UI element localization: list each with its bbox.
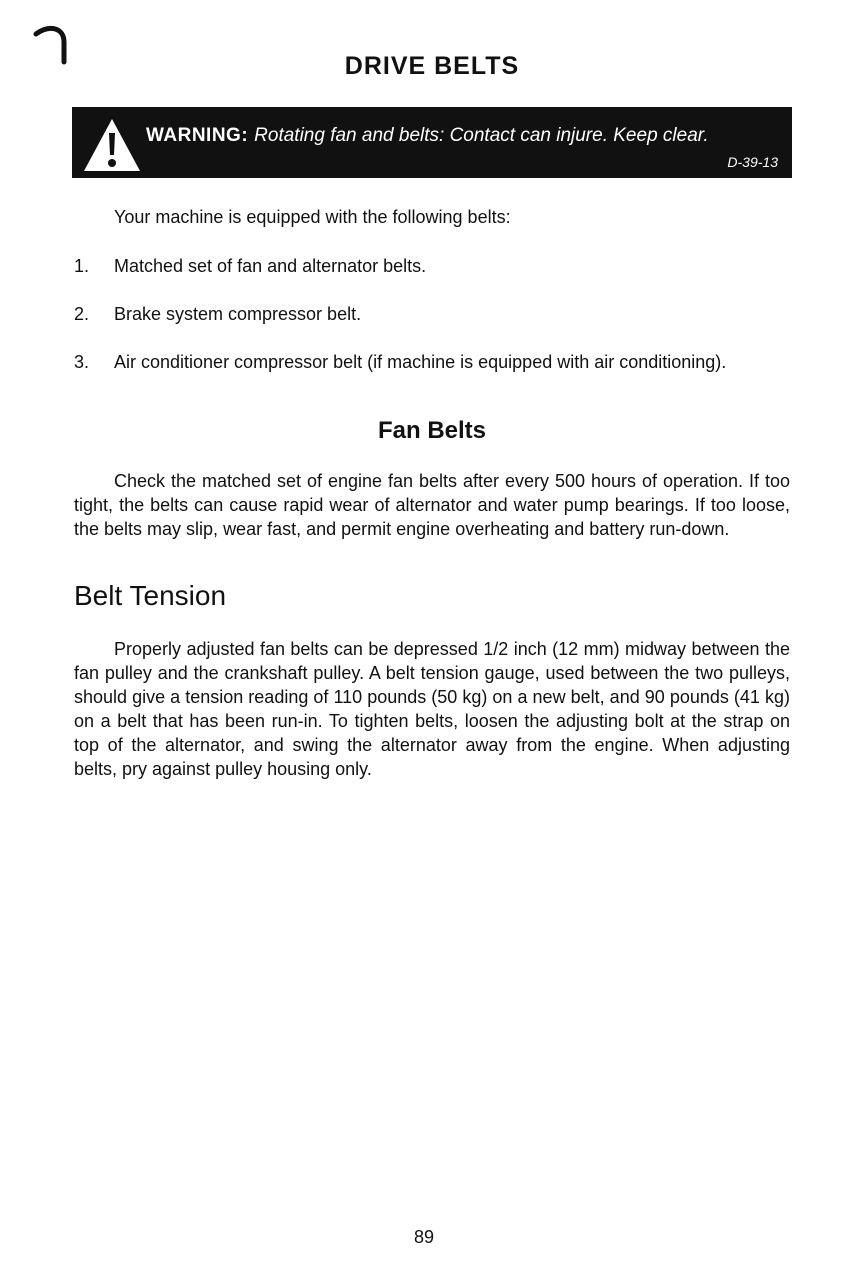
list-item	[74, 254, 794, 278]
warning-message: Rotating fan and belts: Contact can injure. Keep clear.	[254, 125, 709, 146]
belt-tension-paragraph: Properly adjusted fan belts can be depressed 1/2 inch (12 mm) midway between the fan pulley and the crankshaft pulley. A belt tension gauge, used between the two pulleys, should give a tension reading of 110 pounds (50 kg) on a new belt, and 90 pounds (41 kg) on a belt that has been run-in. To tighten belts, loosen the adjusting bolt at the strap on top of the alternator, and swing the alternator away from the engine. When adjusting belts, pry against pulley housing only.	[74, 639, 790, 779]
list-item-number: 1.	[74, 256, 90, 276]
list-item-text: Air conditioner compressor belt (if machine is equipped with air conditioning).	[114, 352, 727, 372]
list-item-text: Matched set of fan and alternator belts.	[114, 256, 427, 276]
warning-line	[146, 125, 709, 147]
list-item-number: 3.	[74, 352, 90, 372]
warning-code: D-39-13	[727, 154, 778, 170]
list-item	[74, 350, 794, 374]
fan-belts-heading: Fan Belts	[377, 417, 487, 444]
list-item	[74, 302, 794, 326]
warning-box	[72, 107, 792, 178]
list-item-number: 2.	[74, 304, 90, 324]
page-number: 89	[413, 1227, 435, 1247]
warning-label: WARNING:	[146, 125, 249, 146]
warning-triangle-icon	[82, 117, 142, 173]
belt-tension-heading: Belt Tension	[74, 580, 227, 611]
intro-text: Your machine is equipped with the following belts:	[114, 207, 511, 227]
page-title: DRIVE BELTS	[344, 52, 520, 80]
fan-belts-paragraph: Check the matched set of engine fan belts after every 500 hours of operation. If too tight, the belts can cause rapid wear of alternator and water pump bearings. If too loose, the belts may slip, wear fast, and permit engine overheating and battery run-down.	[74, 471, 790, 539]
belt-list	[74, 254, 794, 398]
list-item-text: Brake system compressor belt.	[114, 304, 362, 324]
